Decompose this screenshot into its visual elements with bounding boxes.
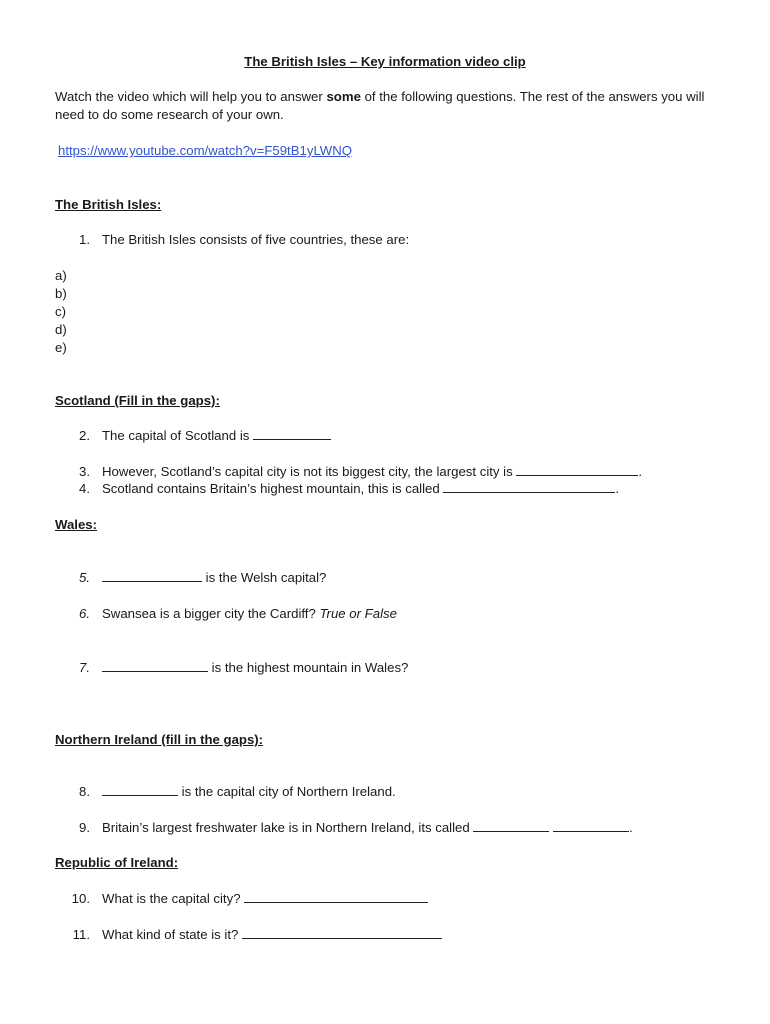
answer-blank[interactable] bbox=[102, 569, 202, 582]
intro-text-rest: of the following questions. The rest of the answers you will need to do some research of your own. bbox=[55, 89, 705, 122]
question-10 bbox=[102, 890, 428, 907]
question-number: 4. bbox=[79, 481, 90, 496]
question-8 bbox=[102, 783, 396, 800]
answer-blank[interactable] bbox=[516, 463, 638, 476]
answer-blank[interactable] bbox=[553, 819, 629, 832]
question-9-text: Britain’s largest freshwater lake is in Northern Ireland, its called bbox=[102, 820, 470, 835]
question-9 bbox=[102, 819, 633, 836]
question-2 bbox=[102, 427, 331, 444]
page-title: The British Isles – Key information video clip bbox=[244, 54, 526, 69]
answer-blank[interactable] bbox=[242, 926, 442, 939]
question-3-end: . bbox=[638, 464, 643, 479]
question-number: 5. bbox=[79, 570, 90, 585]
answer-letter-list bbox=[55, 267, 67, 357]
answer-letter: a) bbox=[55, 268, 67, 283]
question-number: 3. bbox=[79, 464, 90, 479]
question-4 bbox=[102, 480, 619, 497]
answer-blank[interactable] bbox=[102, 783, 178, 796]
question-5 bbox=[102, 569, 326, 586]
answer-letter: c) bbox=[55, 304, 66, 319]
answer-letter: b) bbox=[55, 286, 67, 301]
question-number: 9. bbox=[79, 820, 90, 835]
question-4-end: . bbox=[615, 481, 620, 496]
section-heading-northern-ireland: Northern Ireland (fill in the gaps): bbox=[55, 732, 264, 747]
question-number: 7. bbox=[79, 660, 90, 675]
intro-text: Watch the video which will help you to answer bbox=[55, 89, 327, 104]
question-6 bbox=[102, 605, 397, 622]
question-3 bbox=[102, 463, 642, 480]
section-heading-republic-of-ireland: Republic of Ireland: bbox=[55, 855, 179, 870]
question-1-text: The British Isles consists of five countries, these are: bbox=[102, 232, 410, 247]
intro-paragraph bbox=[55, 88, 725, 124]
answer-blank[interactable] bbox=[102, 659, 208, 672]
video-link[interactable]: https://www.youtube.com/watch?v=F59tB1yLWNQ bbox=[58, 143, 353, 158]
answer-blank[interactable] bbox=[443, 480, 615, 493]
answer-letter: d) bbox=[55, 322, 67, 337]
answer-letter: e) bbox=[55, 340, 67, 355]
question-number: 11. bbox=[72, 927, 90, 942]
question-10-text: What is the capital city? bbox=[102, 891, 241, 906]
section-heading-scotland: Scotland (Fill in the gaps): bbox=[55, 393, 220, 408]
question-9-end: . bbox=[629, 820, 633, 835]
question-number: 1. bbox=[79, 232, 90, 247]
question-11 bbox=[102, 926, 442, 943]
section-heading-british-isles: The British Isles: bbox=[55, 197, 162, 212]
question-6-text: Swansea is a bigger city the Cardiff? bbox=[102, 606, 316, 621]
question-3-text: However, Scotland’s capital city is not its biggest city, the largest city is bbox=[102, 464, 513, 479]
section-heading-wales: Wales: bbox=[55, 517, 98, 532]
question-number: 10. bbox=[71, 891, 90, 906]
question-4-text: Scotland contains Britain’s highest mountain, this is called bbox=[102, 481, 440, 496]
question-number: 2. bbox=[79, 428, 90, 443]
question-7 bbox=[102, 659, 408, 676]
answer-blank[interactable] bbox=[253, 427, 331, 440]
question-number: 8. bbox=[79, 784, 90, 799]
question-number: 6. bbox=[79, 606, 90, 621]
question-2-text: The capital of Scotland is bbox=[102, 428, 250, 443]
question-5-text: is the Welsh capital? bbox=[205, 570, 327, 585]
question-7-text: is the highest mountain in Wales? bbox=[211, 660, 409, 675]
answer-blank[interactable] bbox=[473, 819, 549, 832]
intro-bold-word: some bbox=[326, 89, 361, 104]
question-8-text: is the capital city of Northern Ireland. bbox=[181, 784, 396, 799]
answer-blank[interactable] bbox=[244, 890, 428, 903]
question-6-options: True or False bbox=[319, 606, 397, 621]
question-11-text: What kind of state is it? bbox=[102, 927, 239, 942]
